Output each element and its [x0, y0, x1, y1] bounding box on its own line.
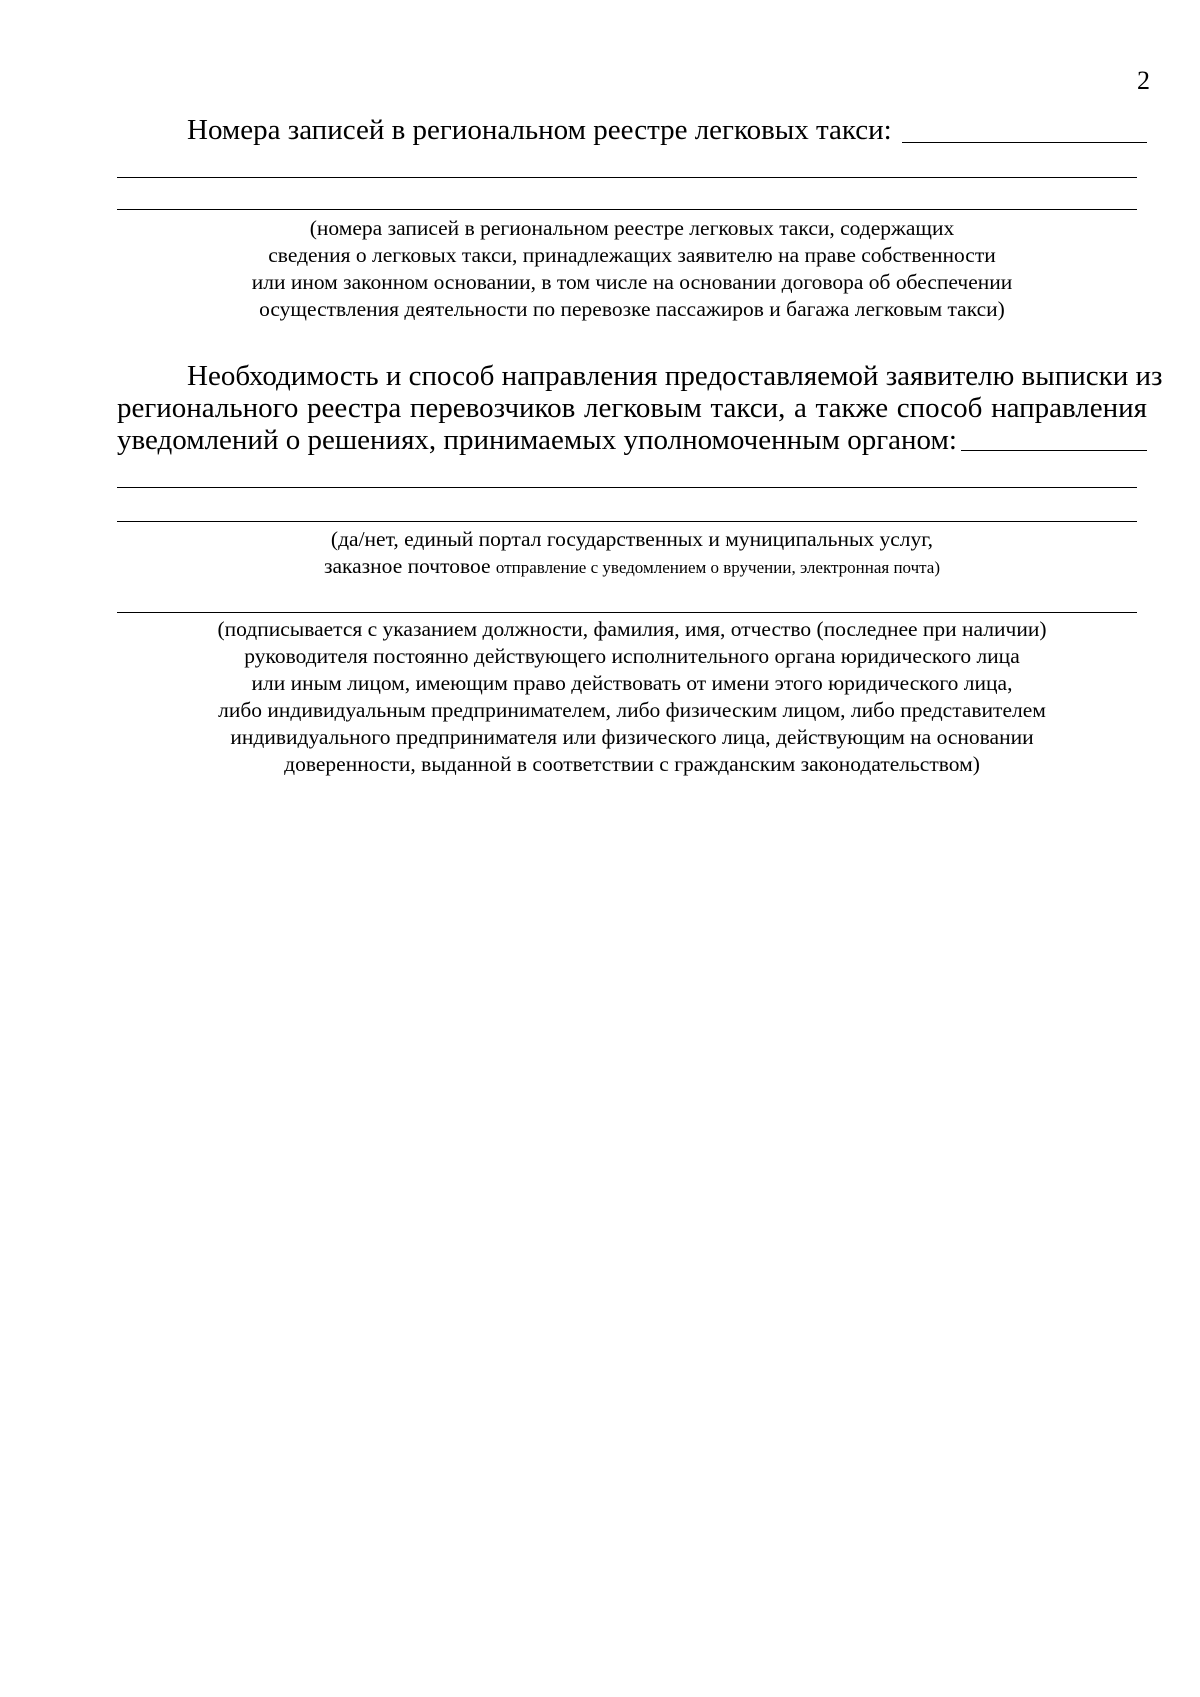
caption-line: сведения о легковых такси, принадлежащих заявителю на праве собственности — [268, 243, 996, 267]
caption-line: индивидуального предпринимателя или физического лица, действующим на основании — [230, 725, 1034, 749]
page-number: 2 — [1137, 66, 1150, 95]
taxi-records-heading: Номера записей в региональном реестре легковых такси: — [187, 114, 892, 146]
caption-line: либо индивидуальным предпринимателем, либо физическим лицом, либо представителем — [218, 698, 1046, 722]
taxi-records-line-2[interactable] — [117, 177, 1137, 178]
notification-line-2[interactable] — [117, 487, 1137, 488]
signature-caption — [117, 616, 1147, 778]
caption-line — [117, 553, 1147, 581]
caption-line: доверенности, выданной в соответствии с гражданским законодательством) — [284, 752, 980, 776]
caption-text-small: отправление с уведомлением о вручении, электронная почта) — [495, 558, 940, 577]
caption-line: (подписывается с указанием должности, фамилия, имя, отчество (последнее при наличии) — [217, 617, 1047, 641]
notification-fill-line[interactable] — [961, 450, 1147, 451]
caption-line: или иным лицом, имеющим право действовать от имени этого юридического лица, — [251, 671, 1013, 695]
paragraph-line: регионального реестра перевозчиков легковым такси, а также способ направления — [117, 392, 1147, 424]
taxi-records-line-3[interactable] — [117, 209, 1137, 210]
taxi-records-caption — [117, 215, 1147, 323]
paragraph-line: Необходимость и способ направления предоставляемой заявителю выписки из — [187, 360, 1163, 392]
signature-line[interactable] — [117, 612, 1137, 613]
caption-line: или ином законном основании, в том числе на основании договора об обеспечении — [251, 270, 1013, 294]
notification-line-3[interactable] — [117, 521, 1137, 522]
taxi-records-heading-row — [117, 113, 1147, 147]
caption-line: осуществления деятельности по перевозке пассажиров и багажа легковым такси) — [259, 297, 1005, 321]
caption-text: заказное почтовое — [323, 554, 496, 578]
caption-line: (номера записей в региональном реестре легковых такси, содержащих — [309, 216, 955, 240]
notification-paragraph — [117, 360, 1163, 456]
caption-line: руководителя постоянно действующего исполнительного органа юридического лица — [244, 644, 1020, 668]
caption-line: (да/нет, единый портал государственных и муниципальных услуг, — [330, 527, 934, 551]
taxi-records-fill-line[interactable] — [902, 142, 1147, 143]
notification-caption — [117, 526, 1147, 581]
paragraph-line: уведомлений о решениях, принимаемых уполномоченным органом: — [117, 424, 957, 456]
